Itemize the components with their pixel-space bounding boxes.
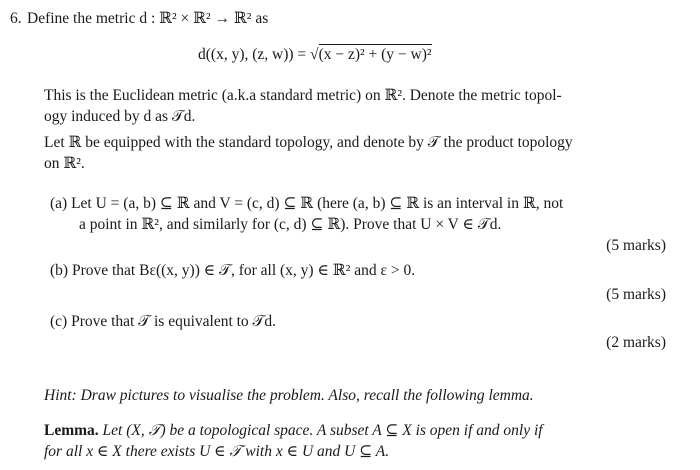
- part-b-marks: (5 marks): [606, 286, 666, 303]
- paragraph-2-line-2: on ℝ².: [44, 155, 85, 172]
- part-c-marks: (2 marks): [606, 334, 666, 351]
- part-a-line-2: a point in ℝ², and similarly for (c, d) ⊆ ℝ). Prove that U × V ∈ 𝒯d.: [79, 216, 502, 233]
- paragraph-2-line-1: Let ℝ be equipped with the standard topology, and denote by 𝒯 the product topology: [44, 134, 573, 151]
- question-number: 6.: [10, 10, 22, 27]
- part-a-text-1: Let U = (a, b) ⊆ ℝ and V = (c, d) ⊆ ℝ (here (a, b) ⊆ ℝ is an interval in ℝ, not: [71, 195, 564, 212]
- question-intro: Define the metric d : ℝ² × ℝ² → ℝ² as: [27, 10, 269, 27]
- part-b-label: (b): [50, 262, 69, 279]
- lemma-line-1: [44, 422, 543, 441]
- sqrt-sign: √: [310, 46, 319, 63]
- sqrt-radicand: (x − z)² + (y − w)²: [318, 46, 432, 63]
- part-c-text-1: Prove that 𝒯 is equivalent to 𝒯d.: [71, 313, 277, 330]
- part-b-text-1: Prove that Bε((x, y)) ∈ 𝒯, for all (x, y) ∈ ℝ² and ε > 0.: [71, 262, 416, 279]
- metric-definition-formula: [198, 46, 432, 65]
- paragraph-1-line-2: ogy induced by d as 𝒯d.: [44, 108, 196, 125]
- part-c-label: (c): [50, 313, 68, 330]
- part-a-label: (a): [50, 195, 68, 212]
- square-root: [310, 46, 432, 65]
- part-a-marks: (5 marks): [606, 237, 666, 254]
- lemma-text-1: Let (X, 𝒯) be a topological space. A subset A ⊆ X is open if and only if: [102, 422, 543, 439]
- lemma-line-2: for all x ∈ X there exists U ∈ 𝒯 with x ∈ U and U ⊆ A.: [44, 443, 390, 460]
- part-a-line-1: [50, 195, 563, 214]
- formula-lhs: d((x, y), (z, w)) =: [198, 46, 311, 63]
- hint-text: Hint: Draw pictures to visualise the problem. Also, recall the following lemma.: [44, 387, 534, 404]
- part-b-line-1: [50, 262, 415, 281]
- part-c-line-1: [50, 313, 276, 332]
- lemma-title: Lemma.: [44, 422, 99, 439]
- paragraph-1-line-1: This is the Euclidean metric (a.k.a standard metric) on ℝ². Denote the metric topol-: [44, 87, 562, 104]
